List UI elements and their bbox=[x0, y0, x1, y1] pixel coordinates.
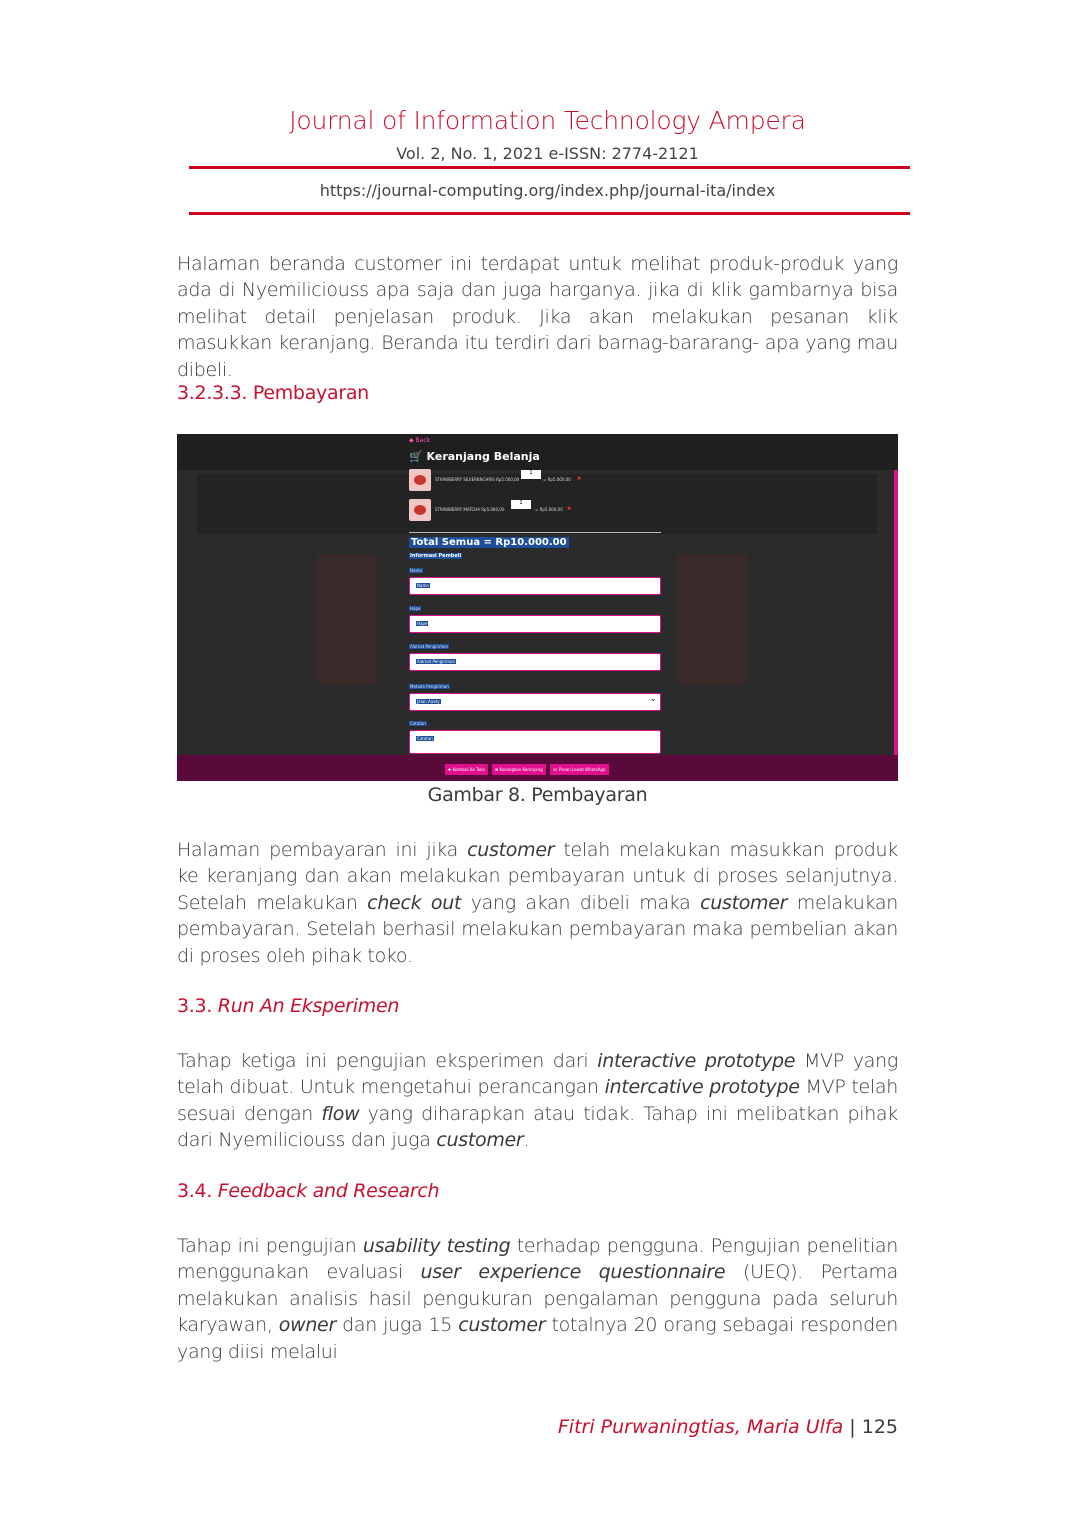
page-number: 125 bbox=[861, 1416, 898, 1438]
address-input[interactable] bbox=[409, 653, 661, 671]
figure-caption: Gambar 8. Pembayaran bbox=[427, 784, 648, 806]
cart-item-name: STRAWBERRY SILVERKNCHRIS Rp5.000,00 bbox=[435, 477, 520, 482]
journal-title: Journal of Information Technology Ampera bbox=[289, 106, 806, 135]
phone-input-value: Hape bbox=[417, 621, 428, 626]
screen-product-card bbox=[317, 554, 377, 684]
phone-input[interactable] bbox=[409, 615, 661, 633]
name-input[interactable] bbox=[409, 577, 661, 595]
section-heading-3233: 3.2.3.3. Pembayaran bbox=[177, 382, 369, 404]
delete-icon[interactable]: ✖ bbox=[577, 476, 582, 482]
journal-url: https://journal-computing.org/index.php/journal-ita/index bbox=[319, 181, 776, 200]
screen-scrollbar bbox=[894, 470, 898, 781]
cart-item-name: STRAWBERRY MATCHA Rp5.000,00 bbox=[435, 507, 505, 512]
field-label-notes: Catatan bbox=[410, 721, 426, 726]
cart-total: Total Semua = Rp10.000.00 bbox=[411, 537, 567, 548]
cart-item-subtotal: = Rp5.000,00 bbox=[535, 507, 563, 512]
address-input-value: Alamat Pengiriman bbox=[417, 659, 456, 664]
shipping-select-value: Jalan Aaaty bbox=[417, 699, 440, 704]
screen-product-card bbox=[677, 554, 747, 684]
product-thumbnail bbox=[409, 469, 431, 491]
payment-screenshot bbox=[177, 434, 898, 781]
product-thumbnail bbox=[409, 499, 431, 521]
cart-item bbox=[409, 469, 659, 491]
header-rule-bottom bbox=[189, 212, 910, 215]
section-heading-33: 3.3. Run An Eksperimen bbox=[177, 995, 400, 1017]
delete-icon[interactable]: ✖ bbox=[567, 506, 572, 512]
intro-paragraph: Halaman beranda customer ini terdapat untuk melihat produk-produk yang ada di Nyemiliciouss apa saja dan juga harganya. jika di klik gambarnya bisa melihat detail penjelasan produk. Jika akan melakukan pesanan klik masukkan keranjang. Beranda itu terdiri dari barnag-bararang- apa yang mau dibeli. bbox=[177, 253, 898, 381]
buyer-info-heading: Informasi Pembeli bbox=[410, 553, 462, 559]
feedback-paragraph: Tahap ini pengujian usability testing terhadap pengguna. Pengujian penelitian menggunakan evaluasi user experience questionnaire (UEQ). Pertama melakukan analisis hasil pengukuran pengalaman pengguna pada seluruh karyawan, owner dan juga 15 customer totalnya 20 orang sebagai responden yang diisi melalui bbox=[177, 1235, 899, 1363]
back-link[interactable]: ◆ Back bbox=[409, 437, 431, 444]
field-label-address: Alamat Pengiriman bbox=[410, 644, 449, 649]
field-label-phone: Hape bbox=[410, 606, 421, 611]
modal-actions bbox=[445, 764, 613, 776]
quantity-input[interactable]: 1 bbox=[521, 470, 541, 479]
experiment-paragraph: Tahap ketiga ini pengujian eksperimen dari interactive prototype MVP yang telah dibuat. Untuk mengetahui perancangan intercative prototype MVP telah sesuai dengan flow yang diharapkan atau tidak. Tahap ini melibatkan pihak dari Nyemiliciouss dan juga customer. bbox=[177, 1050, 899, 1152]
cart-item-subtotal: = Rp5.000,00 bbox=[543, 477, 571, 482]
cart-modal bbox=[407, 434, 663, 781]
divider bbox=[409, 532, 661, 533]
shipping-select[interactable] bbox=[409, 693, 661, 711]
section-heading-34: 3.4. Feedback and Research bbox=[177, 1180, 440, 1202]
quantity-input[interactable]: 1 bbox=[511, 500, 531, 509]
payment-paragraph: Halaman pembayaran ini jika customer telah melakukan masukkan produk ke keranjang dan akan melakukan pembayaran untuk di proses selanjutnya. Setelah melakukan check out yang akan dibeli maka customer melakukan pembayaran. Setelah berhasil melakukan pembayaran maka pembelian akan di proses oleh pihak toko. bbox=[177, 839, 898, 967]
footer-authors: Fitri Purwaningtias, Maria Ulfa bbox=[557, 1416, 844, 1438]
journal-volume: Vol. 2, No. 1, 2021 e-ISSN: 2774-2121 bbox=[396, 144, 699, 163]
page-footer: Fitri Purwaningtias, Maria Ulfa | 125 bbox=[557, 1416, 898, 1438]
header-rule-top bbox=[189, 166, 910, 169]
order-whatsapp-button[interactable]: ☏ Pesan Lewat WhatsApp bbox=[550, 764, 609, 775]
notes-textarea-value: Catatan bbox=[417, 736, 433, 741]
notes-textarea[interactable] bbox=[409, 730, 661, 754]
field-label-name: Nama bbox=[410, 568, 422, 573]
back-to-store-button[interactable]: ✚ Kembali Ke Toko bbox=[445, 764, 488, 775]
cart-title: 🛒 Keranjang Belanja bbox=[409, 450, 540, 463]
cart-item bbox=[409, 499, 659, 521]
name-input-value: Nama bbox=[417, 583, 429, 588]
field-label-shipping: Metode Pengiriman bbox=[410, 684, 449, 689]
empty-cart-button[interactable]: ✖ Kosongkan Keranjang bbox=[492, 764, 546, 775]
